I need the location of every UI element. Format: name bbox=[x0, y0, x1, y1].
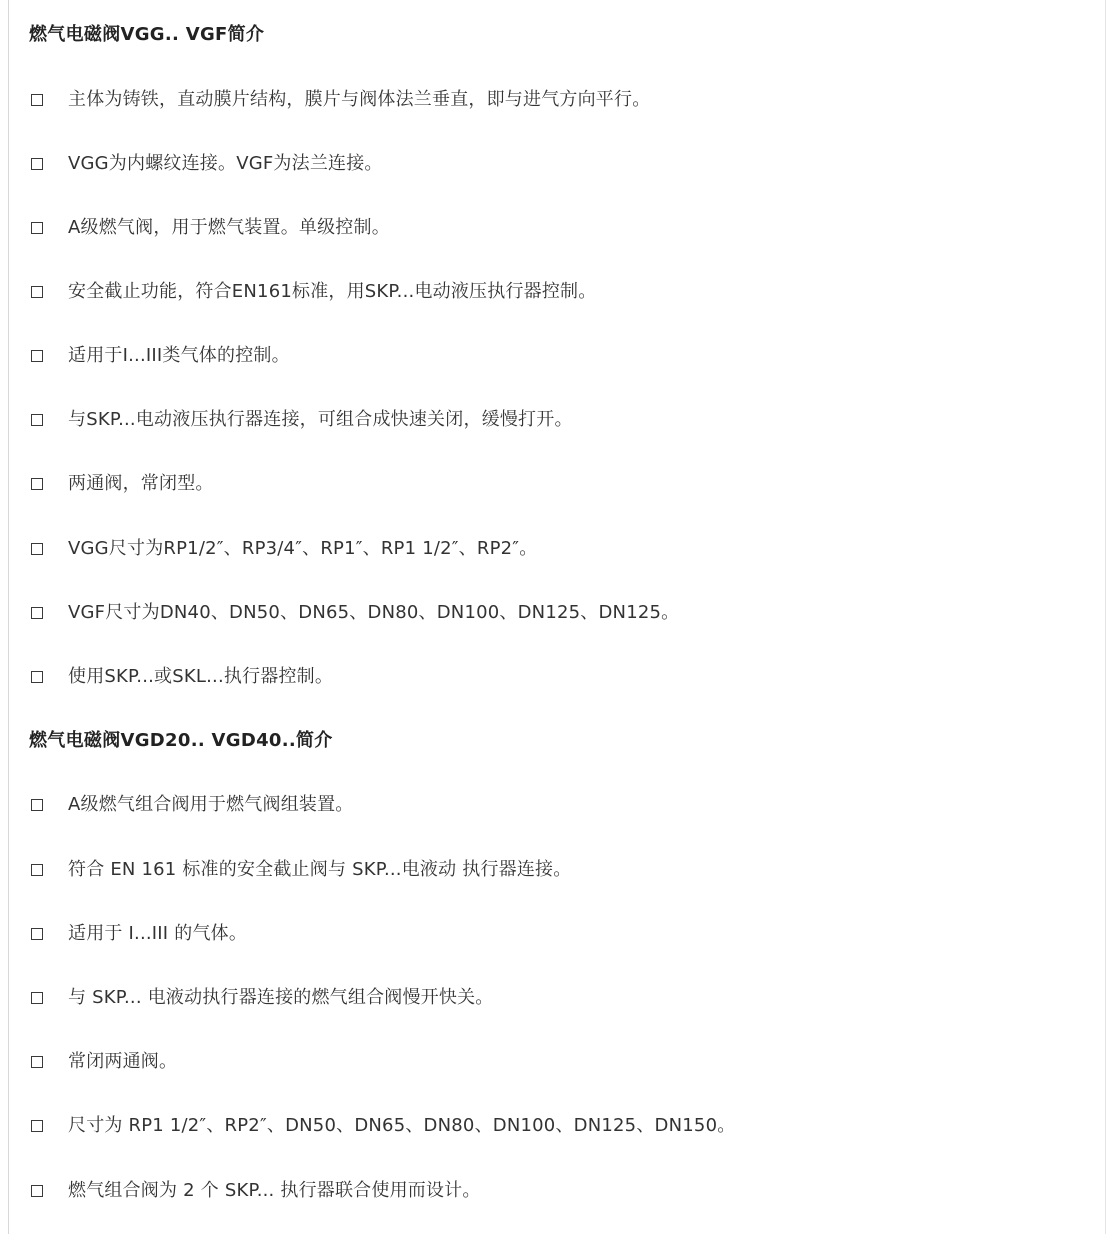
list-item bbox=[31, 470, 214, 498]
checkbox-icon bbox=[31, 607, 43, 619]
list-item bbox=[31, 214, 390, 242]
list-item-text: 安全截止功能，符合EN161标准，用SKP...电动液压执行器控制。 bbox=[68, 281, 597, 302]
section-title-vgd: 燃气电磁阀VGD20.. VGD40..简介 bbox=[29, 730, 333, 751]
checkbox-icon bbox=[31, 928, 43, 940]
checkbox-icon bbox=[31, 350, 43, 362]
list-item-text: VGF尺寸为DN40、DN50、DN65、DN80、DN100、DN125、DN125。 bbox=[68, 602, 680, 623]
list-item bbox=[31, 535, 537, 563]
checkbox-icon bbox=[31, 1120, 43, 1132]
list-item-text: 符合 EN 161 标准的安全截止阀与 SKP...电液动 执行器连接。 bbox=[68, 859, 572, 880]
list-item-text: 与SKP...电动液压执行器连接，可组合成快速关闭，缓慢打开。 bbox=[68, 409, 573, 430]
checkbox-icon bbox=[31, 799, 43, 811]
list-item bbox=[31, 599, 679, 627]
list-item-text: 适用于 I...III 的气体。 bbox=[68, 923, 248, 944]
checkbox-icon bbox=[31, 158, 43, 170]
list-item bbox=[31, 278, 596, 306]
list-item-text: 使用SKP...或SKL...执行器控制。 bbox=[68, 666, 334, 687]
checkbox-icon bbox=[31, 94, 43, 106]
list-item bbox=[31, 406, 573, 434]
checkbox-icon bbox=[31, 1056, 43, 1068]
list-item bbox=[31, 86, 650, 114]
list-item-text: 燃气组合阀为 2 个 SKP... 执行器联合使用而设计。 bbox=[68, 1180, 481, 1201]
list-item bbox=[31, 1112, 735, 1140]
list-item-text: 适用于I...III类气体的控制。 bbox=[68, 345, 290, 366]
list-item bbox=[31, 663, 333, 691]
list-item-text: A级燃气组合阀用于燃气阀组装置。 bbox=[68, 794, 354, 815]
list-item-text: 与 SKP... 电液动执行器连接的燃气组合阀慢开快关。 bbox=[68, 987, 494, 1008]
checkbox-icon bbox=[31, 286, 43, 298]
list-item-text: 尺寸为 RP1 1/2″、RP2″、DN50、DN65、DN80、DN100、DN125、DN150。 bbox=[68, 1115, 736, 1136]
list-item bbox=[31, 1048, 177, 1076]
checkbox-icon bbox=[31, 992, 43, 1004]
list-item bbox=[31, 342, 290, 370]
checkbox-icon bbox=[31, 671, 43, 683]
list-item-text: 常闭两通阀。 bbox=[68, 1051, 178, 1072]
list-item-text: VGG为内螺纹连接。VGF为法兰连接。 bbox=[68, 153, 383, 174]
checkbox-icon bbox=[31, 222, 43, 234]
list-item bbox=[31, 1177, 481, 1205]
list-item-text: A级燃气阀，用于燃气装置。单级控制。 bbox=[68, 217, 390, 238]
checkbox-icon bbox=[31, 543, 43, 555]
list-item-text: VGG尺寸为RP1/2″、RP3/4″、RP1″、RP1 1/2″、RP2″。 bbox=[68, 538, 538, 559]
list-item bbox=[31, 150, 383, 178]
checkbox-icon bbox=[31, 414, 43, 426]
section-title-vgg-vgf: 燃气电磁阀VGG.. VGF简介 bbox=[29, 24, 265, 45]
checkbox-icon bbox=[31, 1185, 43, 1197]
list-item-text: 两通阀，常闭型。 bbox=[68, 473, 214, 494]
list-item bbox=[31, 984, 494, 1012]
list-item bbox=[31, 920, 247, 948]
list-item bbox=[31, 791, 354, 819]
document-page bbox=[8, 0, 1106, 1234]
list-item bbox=[31, 856, 571, 884]
checkbox-icon bbox=[31, 864, 43, 876]
checkbox-icon bbox=[31, 478, 43, 490]
list-item-text: 主体为铸铁，直动膜片结构，膜片与阀体法兰垂直，即与进气方向平行。 bbox=[68, 89, 651, 110]
